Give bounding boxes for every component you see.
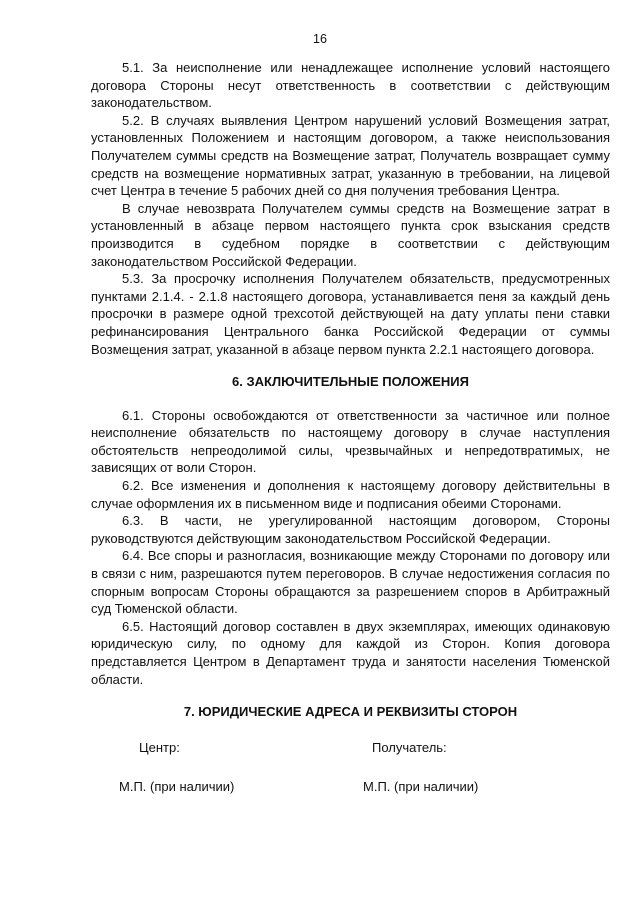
- center-stamp-label: М.П. (при наличии): [119, 779, 235, 795]
- paragraph-6-3: 6.3. В части, не урегулированной настоящим договором, Стороны руководствуются действующим законодательством Российской Федерации.: [91, 513, 610, 546]
- recipient-stamp-label: М.П. (при наличии): [363, 779, 479, 795]
- document-body: [91, 59, 610, 796]
- paragraph-5-2-refund: В случае невозврата Получателем суммы средств на Возмещение затрат в установленный в абзаце первом настоящего пункта срок взыскания средств производится в судебном порядке в соответствии с действующим законодательством Российской Федерации.: [91, 200, 610, 269]
- paragraph-5-1: 5.1. За неисполнение или ненадлежащее исполнение условий настоящего договора Стороны несут ответственность в соответствии с действующим законодательством.: [91, 60, 610, 111]
- paragraph-6-2: 6.2. Все изменения и дополнения к настоящему договору действительны в случае оформления их в письменном виде и подписания обеими Сторонами.: [91, 478, 610, 511]
- center-party-label: Центр:: [139, 739, 180, 755]
- paragraph-6-4: 6.4. Все споры и разногласия, возникающие между Сторонами по договору или в связи с ним, разрешаются путем переговоров. В случае недостижения согласия по спорным вопросам Стороны обращаются за разрешением споров в Арбитражный суд Тюменской области.: [91, 548, 610, 617]
- signature-stamps-row: [91, 778, 610, 796]
- page-number: 16: [313, 32, 327, 46]
- paragraph-5-3: 5.3. За просрочку исполнения Получателем обязательств, предусмотренных пунктами 2.1.4. - 2.1.8 настоящего договора, устанавливается пеня за каждый день просрочки в размере одной трехсотой действующей на дату уплаты пени ставки рефинансирования Центрального банка Российской Федерации от суммы Возмещения затрат, указанной в абзаце первом пункта 2.2.1 настоящего договора.: [91, 271, 610, 357]
- section-7-heading: 7. ЮРИДИЧЕСКИЕ АДРЕСА И РЕКВИЗИТЫ СТОРОН: [183, 704, 518, 720]
- paragraph-6-1: 6.1. Стороны освобождаются от ответственности за частичное или полное неисполнение обязательств по настоящему договору в случае наступления обстоятельств непреодолимой силы, чрезвычайных и непредотвратимых, не зависящих от воли Сторон.: [91, 407, 610, 476]
- signature-parties-row: [91, 739, 610, 757]
- recipient-party-label: Получатель:: [372, 739, 447, 755]
- section-6-heading: 6. ЗАКЛЮЧИТЕЛЬНЫЕ ПОЛОЖЕНИЯ: [232, 374, 469, 390]
- paragraph-5-2: 5.2. В случаях выявления Центром нарушений условий Возмещения затрат, установленных Положением и настоящим договором, а также неиспользования Получателем суммы средств на Возмещение затрат, Получатель возвращает сумму средств на возмещение нормативных затрат, указанную в требовании, на лицевой счет Центра в течение 5 рабочих дней со дня получения требования Центра.: [91, 112, 610, 199]
- paragraph-6-5: 6.5. Настоящий договор составлен в двух экземплярах, имеющих одинаковую юридическую силу, по одному для каждой из Сторон. Копия договора представляется Центром в Департамент труда и занятости населения Тюменской области.: [91, 618, 610, 687]
